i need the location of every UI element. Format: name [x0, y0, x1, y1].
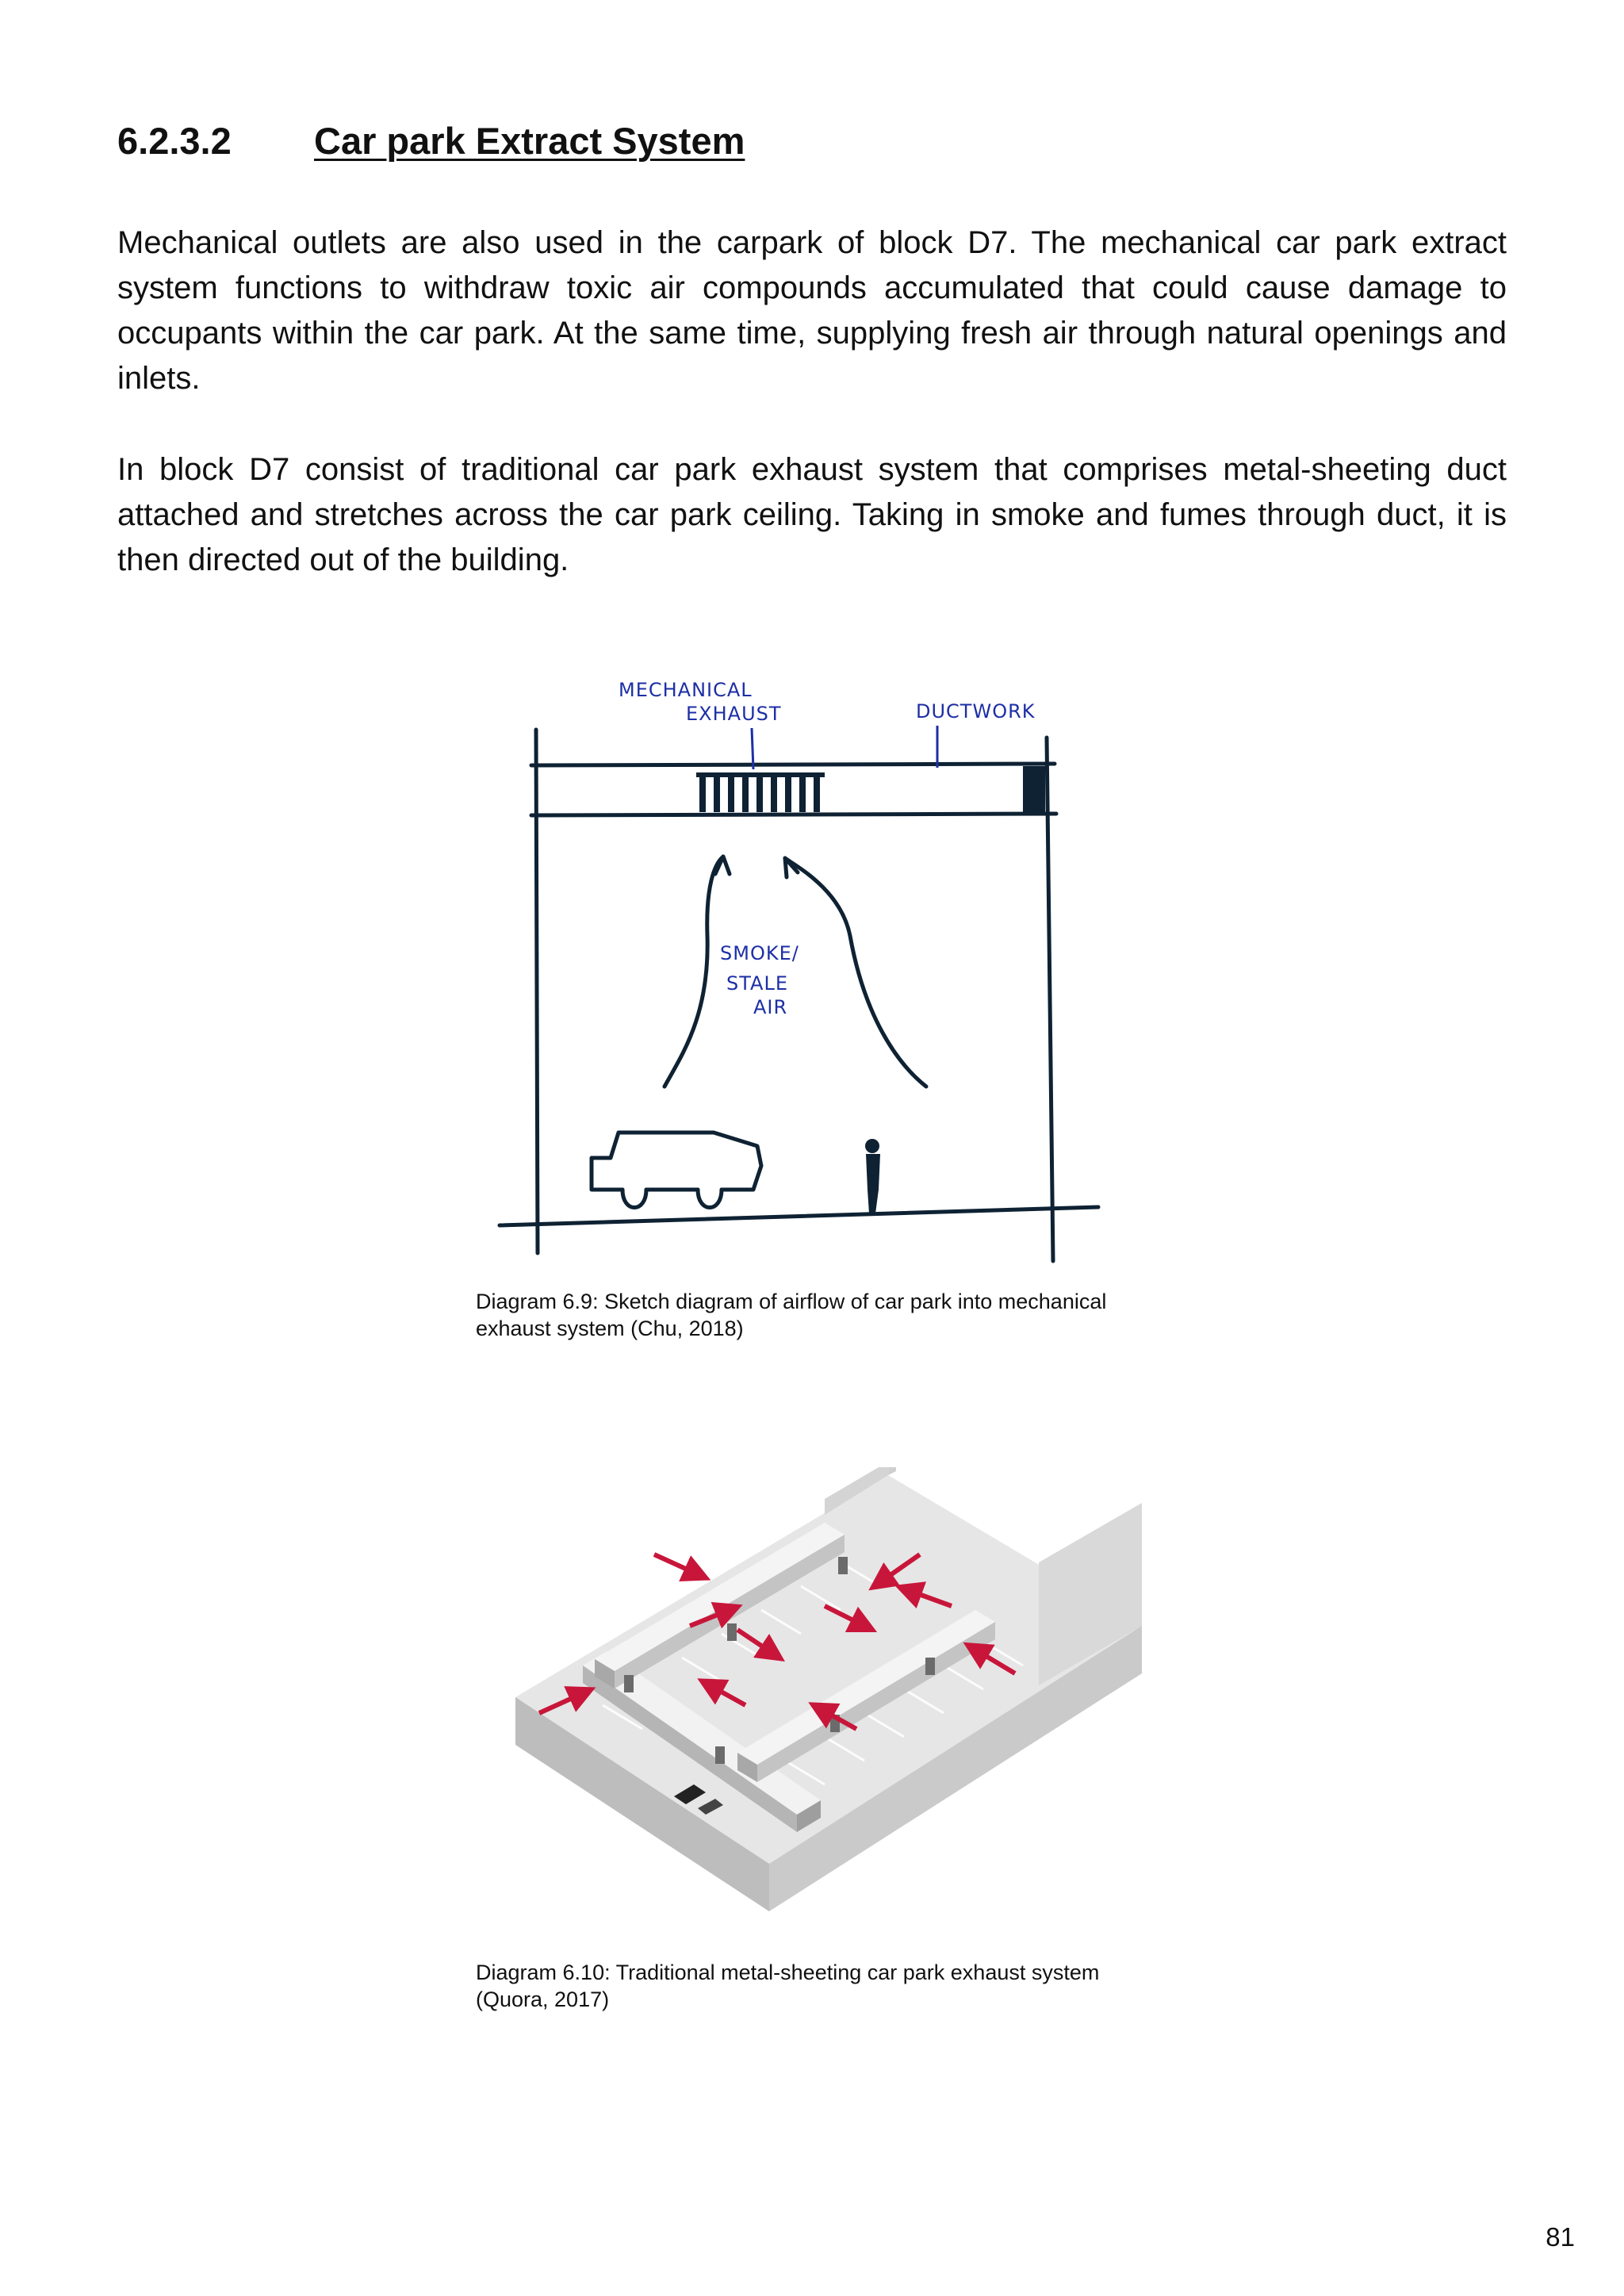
- paragraph-2: In block D7 consist of traditional car park exhaust system that comprises metal-sheeting duct attached and stretches across the car park ceiling. Taking in smoke and fumes through duct, it is then directed out of the building.: [117, 452, 1507, 577]
- label-ductwork: DUCTWORK: [916, 700, 1036, 723]
- label-exhaust: EXHAUST: [686, 703, 782, 725]
- sketch-diagram-airflow: [492, 674, 1205, 1277]
- exhaust-leader-line: [752, 728, 753, 769]
- paragraph-1: Mechanical outlets are also used in the carpark of block D7. The mechanical car park extract system functions to withdraw toxic air compounds accumulated that could cause damage to occupants within the car park. At the same time, supplying fresh air through natural openings and inlets.: [117, 225, 1507, 396]
- ground-line: [500, 1207, 1098, 1225]
- label-air: AIR: [753, 996, 788, 1018]
- car-outline: [592, 1133, 761, 1190]
- car-wheel-front: [622, 1190, 646, 1208]
- section-title: Car park Extract System: [314, 120, 745, 162]
- isometric-exhaust-svg: [508, 1467, 1150, 1927]
- figure-caption-6-9: Diagram 6.9: Sketch diagram of airflow of car park into mechanical exhaust system (Chu, 2018): [476, 1290, 1107, 1340]
- sketch-diagram-svg: [492, 674, 1205, 1277]
- section-heading: [117, 119, 745, 163]
- figure-caption-6-10: Diagram 6.10: Traditional metal-sheeting car park exhaust system (Quora, 2017): [476, 1961, 1100, 2011]
- ceiling-line-top: [531, 764, 1055, 765]
- person-head: [865, 1139, 879, 1153]
- right-wall-line: [1047, 738, 1053, 1261]
- label-smoke: SMOKE/: [720, 942, 799, 964]
- ceiling-line-bottom: [531, 814, 1056, 815]
- airflow-arrow-right: [785, 858, 926, 1087]
- car-wheel-rear: [698, 1190, 722, 1208]
- label-stale: STALE: [726, 972, 788, 995]
- label-mechanical: MECHANICAL: [619, 679, 753, 701]
- duct-end-block: [1023, 766, 1045, 815]
- airflow-arrow-left: [665, 857, 723, 1087]
- page-number: 81: [1545, 2222, 1575, 2252]
- person-body: [866, 1154, 880, 1213]
- left-wall-line: [536, 730, 538, 1253]
- isometric-exhaust-diagram: [508, 1467, 1150, 1927]
- section-number: 6.2.3.2: [117, 120, 232, 162]
